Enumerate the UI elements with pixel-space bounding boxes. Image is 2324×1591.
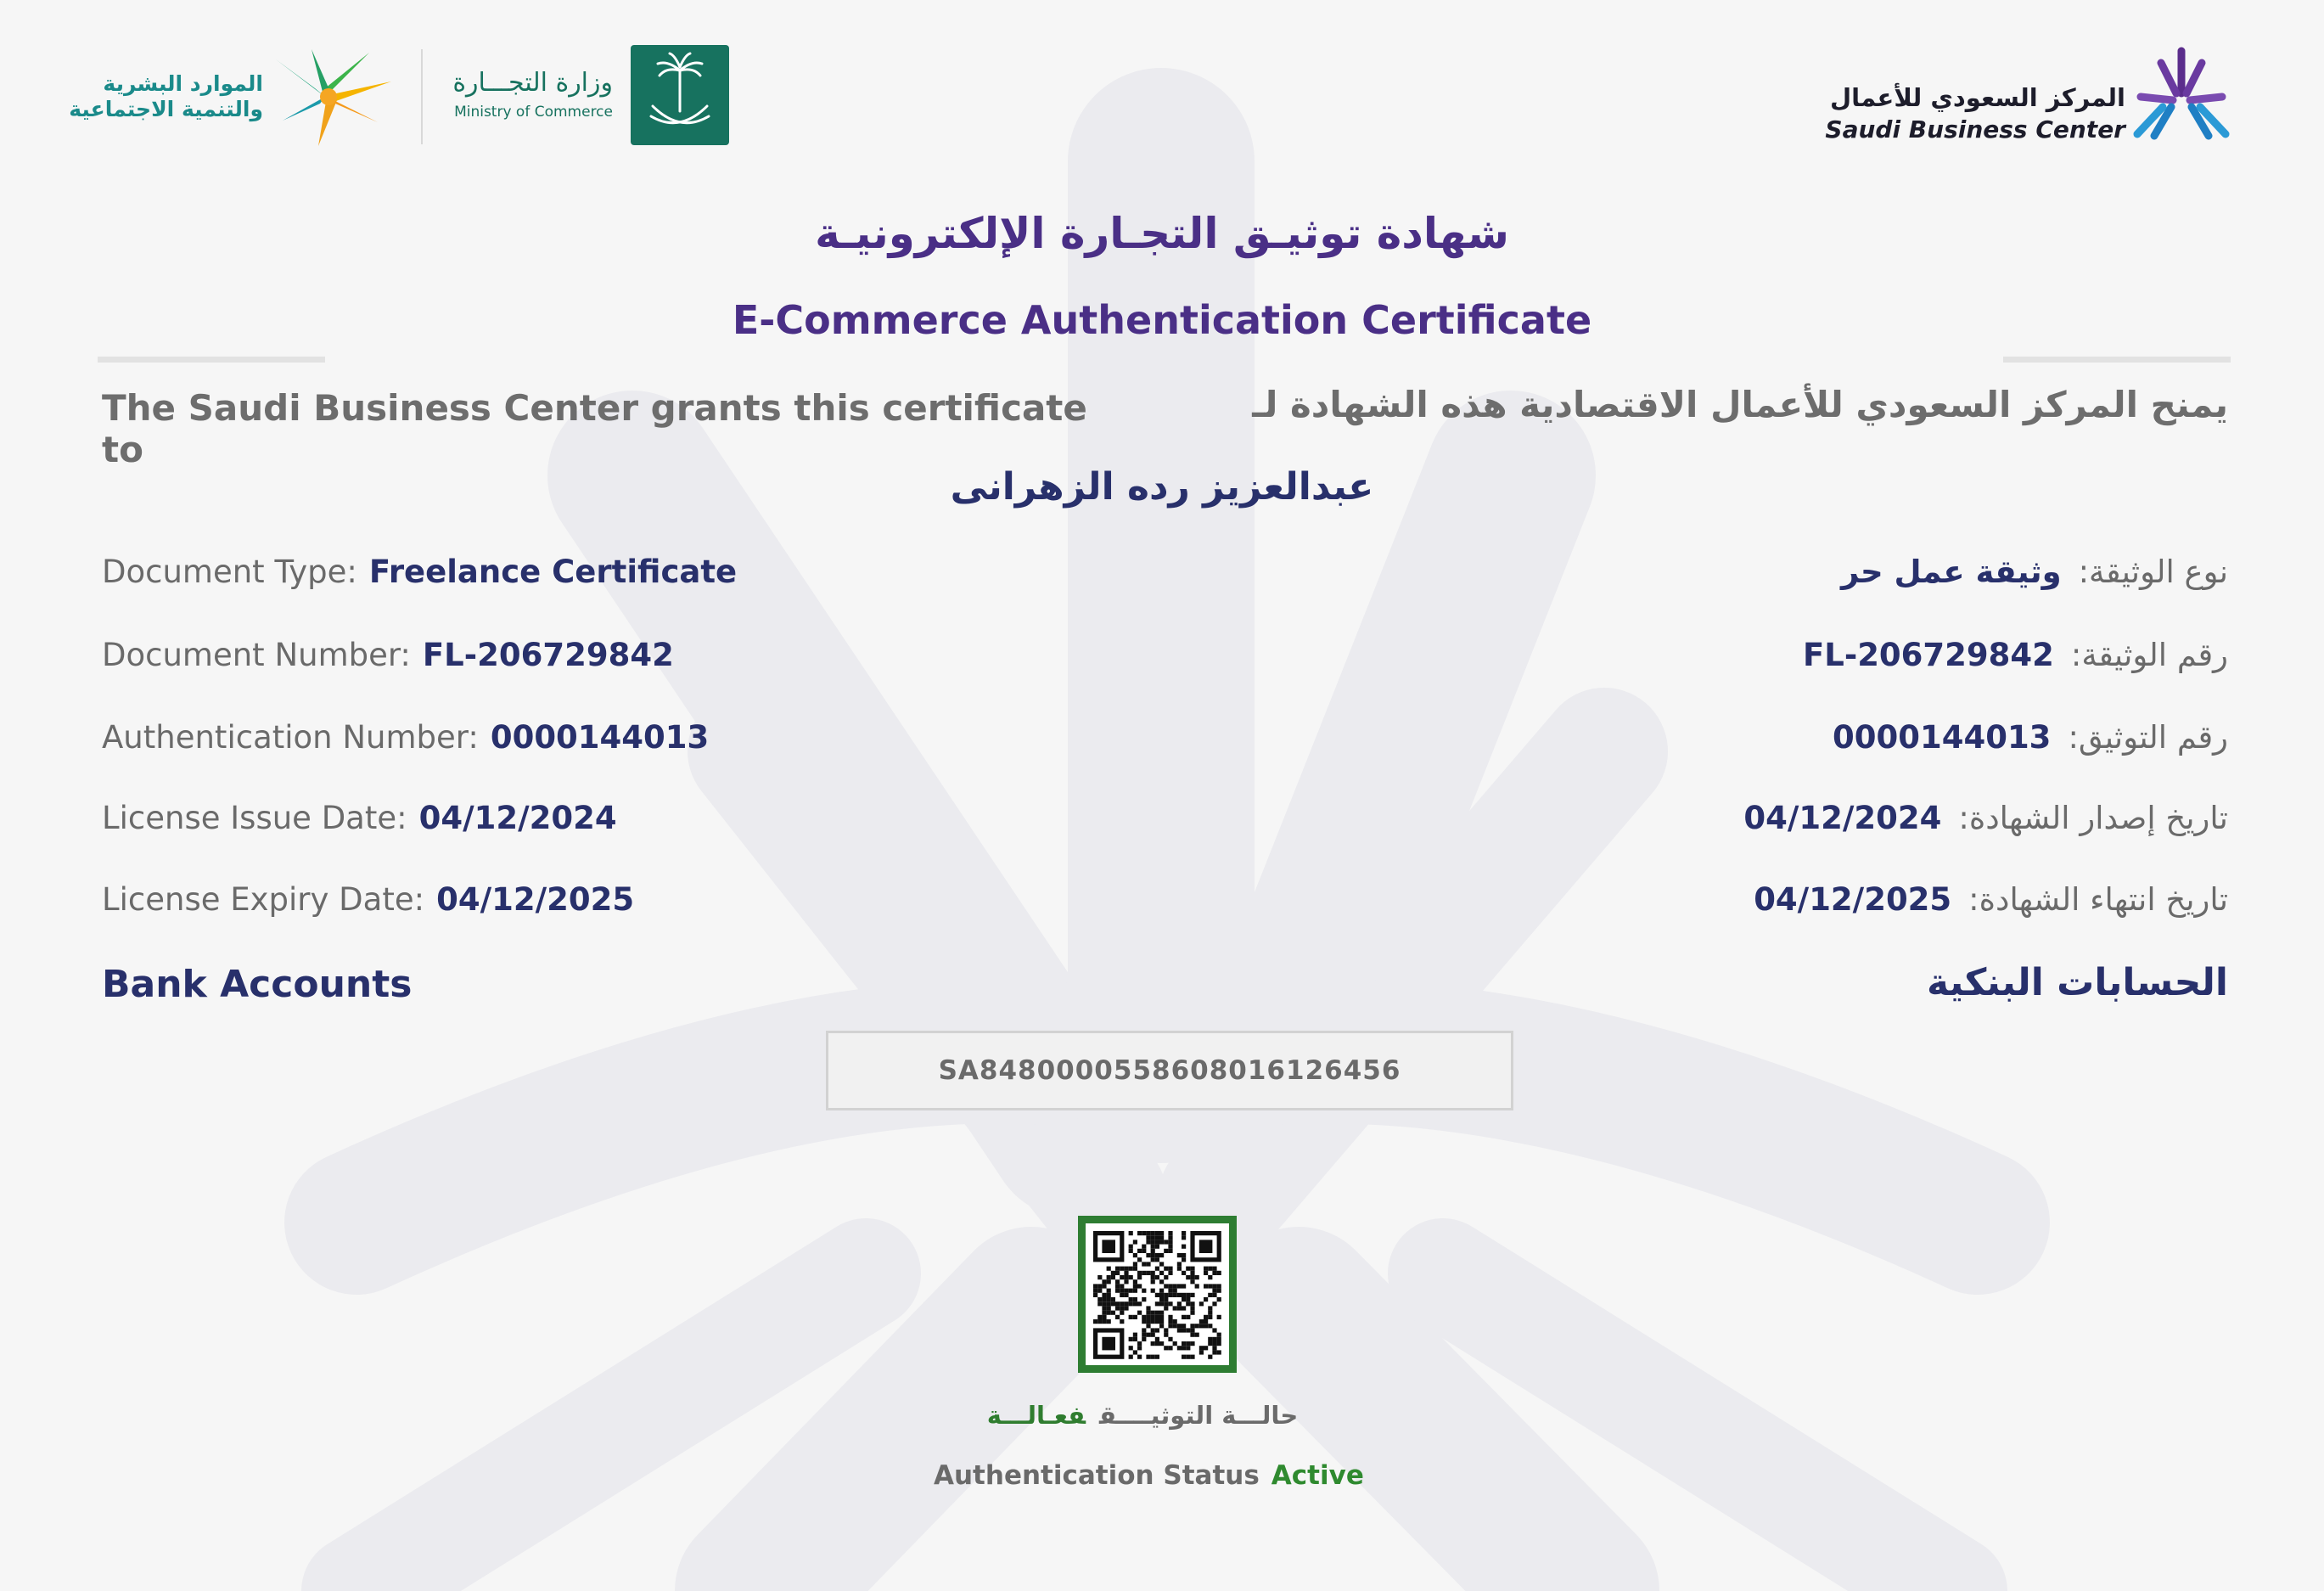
field-value: FL-206729842 [422,637,674,673]
moc-name-en: Ministry of Commerce [454,104,613,121]
authentication-status-ar [934,1401,1351,1430]
field-value: 04/12/2024 [1743,800,1942,836]
sbc-name-en: Saudi Business Center [1825,115,2125,143]
iban-box: SA8480000558608016126456 [826,1031,1513,1110]
issue-date-row [102,800,1078,836]
authentication-number-row [102,719,1078,756]
status-value-ar: فعـالـــة [986,1401,1086,1430]
qr-code-icon[interactable] [1078,1216,1237,1373]
logo-divider [421,49,423,144]
field-value: 04/12/2024 [418,800,617,836]
field-label: نوع الوثيقة: [2078,554,2228,590]
moc-name-ar: وزارة التجـــارة [452,68,613,98]
sbc-logo-icon [2129,44,2234,144]
document-number-row [102,637,1078,673]
authentication-number-row-ar [1273,719,2228,756]
document-number-row-ar [1273,637,2228,673]
field-label: Document Type: [102,554,357,590]
field-label: Document Number: [102,637,411,673]
saudi-emblem-icon [631,45,729,145]
status-value-en: Active [1271,1460,1364,1491]
field-label: رقم الوثيقة: [2070,637,2228,673]
field-label: رقم التوثيق: [2068,719,2228,756]
field-label: Authentication Number: [102,719,479,756]
expiry-date-row [102,881,1078,918]
certificate-title-en: E-Commerce Authentication Certificate [732,297,1592,343]
status-label-en: Authentication Status [934,1460,1260,1491]
document-type-row-ar [1273,554,2228,590]
authentication-status-en [934,1460,1364,1491]
grant-statement-ar: يمنح المركز السعودي للأعمال الاقتصادية هذه الشهادة لـ [1252,384,2228,425]
status-label-ar: حالـــة التوثيــــق [1099,1401,1299,1430]
field-value: 04/12/2025 [1754,881,1952,918]
grant-statement-en: The Saudi Business Center grants this certificate to [102,387,1087,470]
field-value: 0000144013 [490,719,710,756]
recipient-name: عبدالعزيز رده الزهرانى [950,465,1374,509]
field-value: وثيقة عمل حر [1840,554,2062,590]
sbc-name-ar: المركز السعودي للأعمال [1830,83,2125,112]
field-label: تاريخ انتهاء الشهادة: [1968,881,2228,918]
certificate-title-ar: شهادة توثيـق التجـارة الإلكترونيـة [815,209,1509,258]
bank-accounts-heading-en: Bank Accounts [102,963,413,1006]
field-value: Freelance Certificate [368,554,738,590]
field-label: License Issue Date: [102,800,407,836]
divider-right [2003,357,2231,363]
hrsd-line-1: الموارد البشرية [103,71,263,96]
issue-date-row-ar [1273,800,2228,836]
field-label: License Expiry Date: [102,881,425,918]
divider-left [98,357,325,363]
bank-accounts-heading-ar: الحسابات البنكية [1927,961,2228,1004]
hrsd-logo-icon [266,44,395,149]
field-value: 04/12/2025 [436,881,635,918]
field-label: تاريخ إصدار الشهادة: [1958,800,2228,836]
expiry-date-row-ar [1273,881,2228,918]
field-value: FL-206729842 [1802,637,2054,673]
field-value: 0000144013 [1832,719,2052,756]
hrsd-name [59,71,263,122]
hrsd-line-2: والتنمية الاجتماعية [69,97,263,121]
document-type-row [102,554,1078,590]
